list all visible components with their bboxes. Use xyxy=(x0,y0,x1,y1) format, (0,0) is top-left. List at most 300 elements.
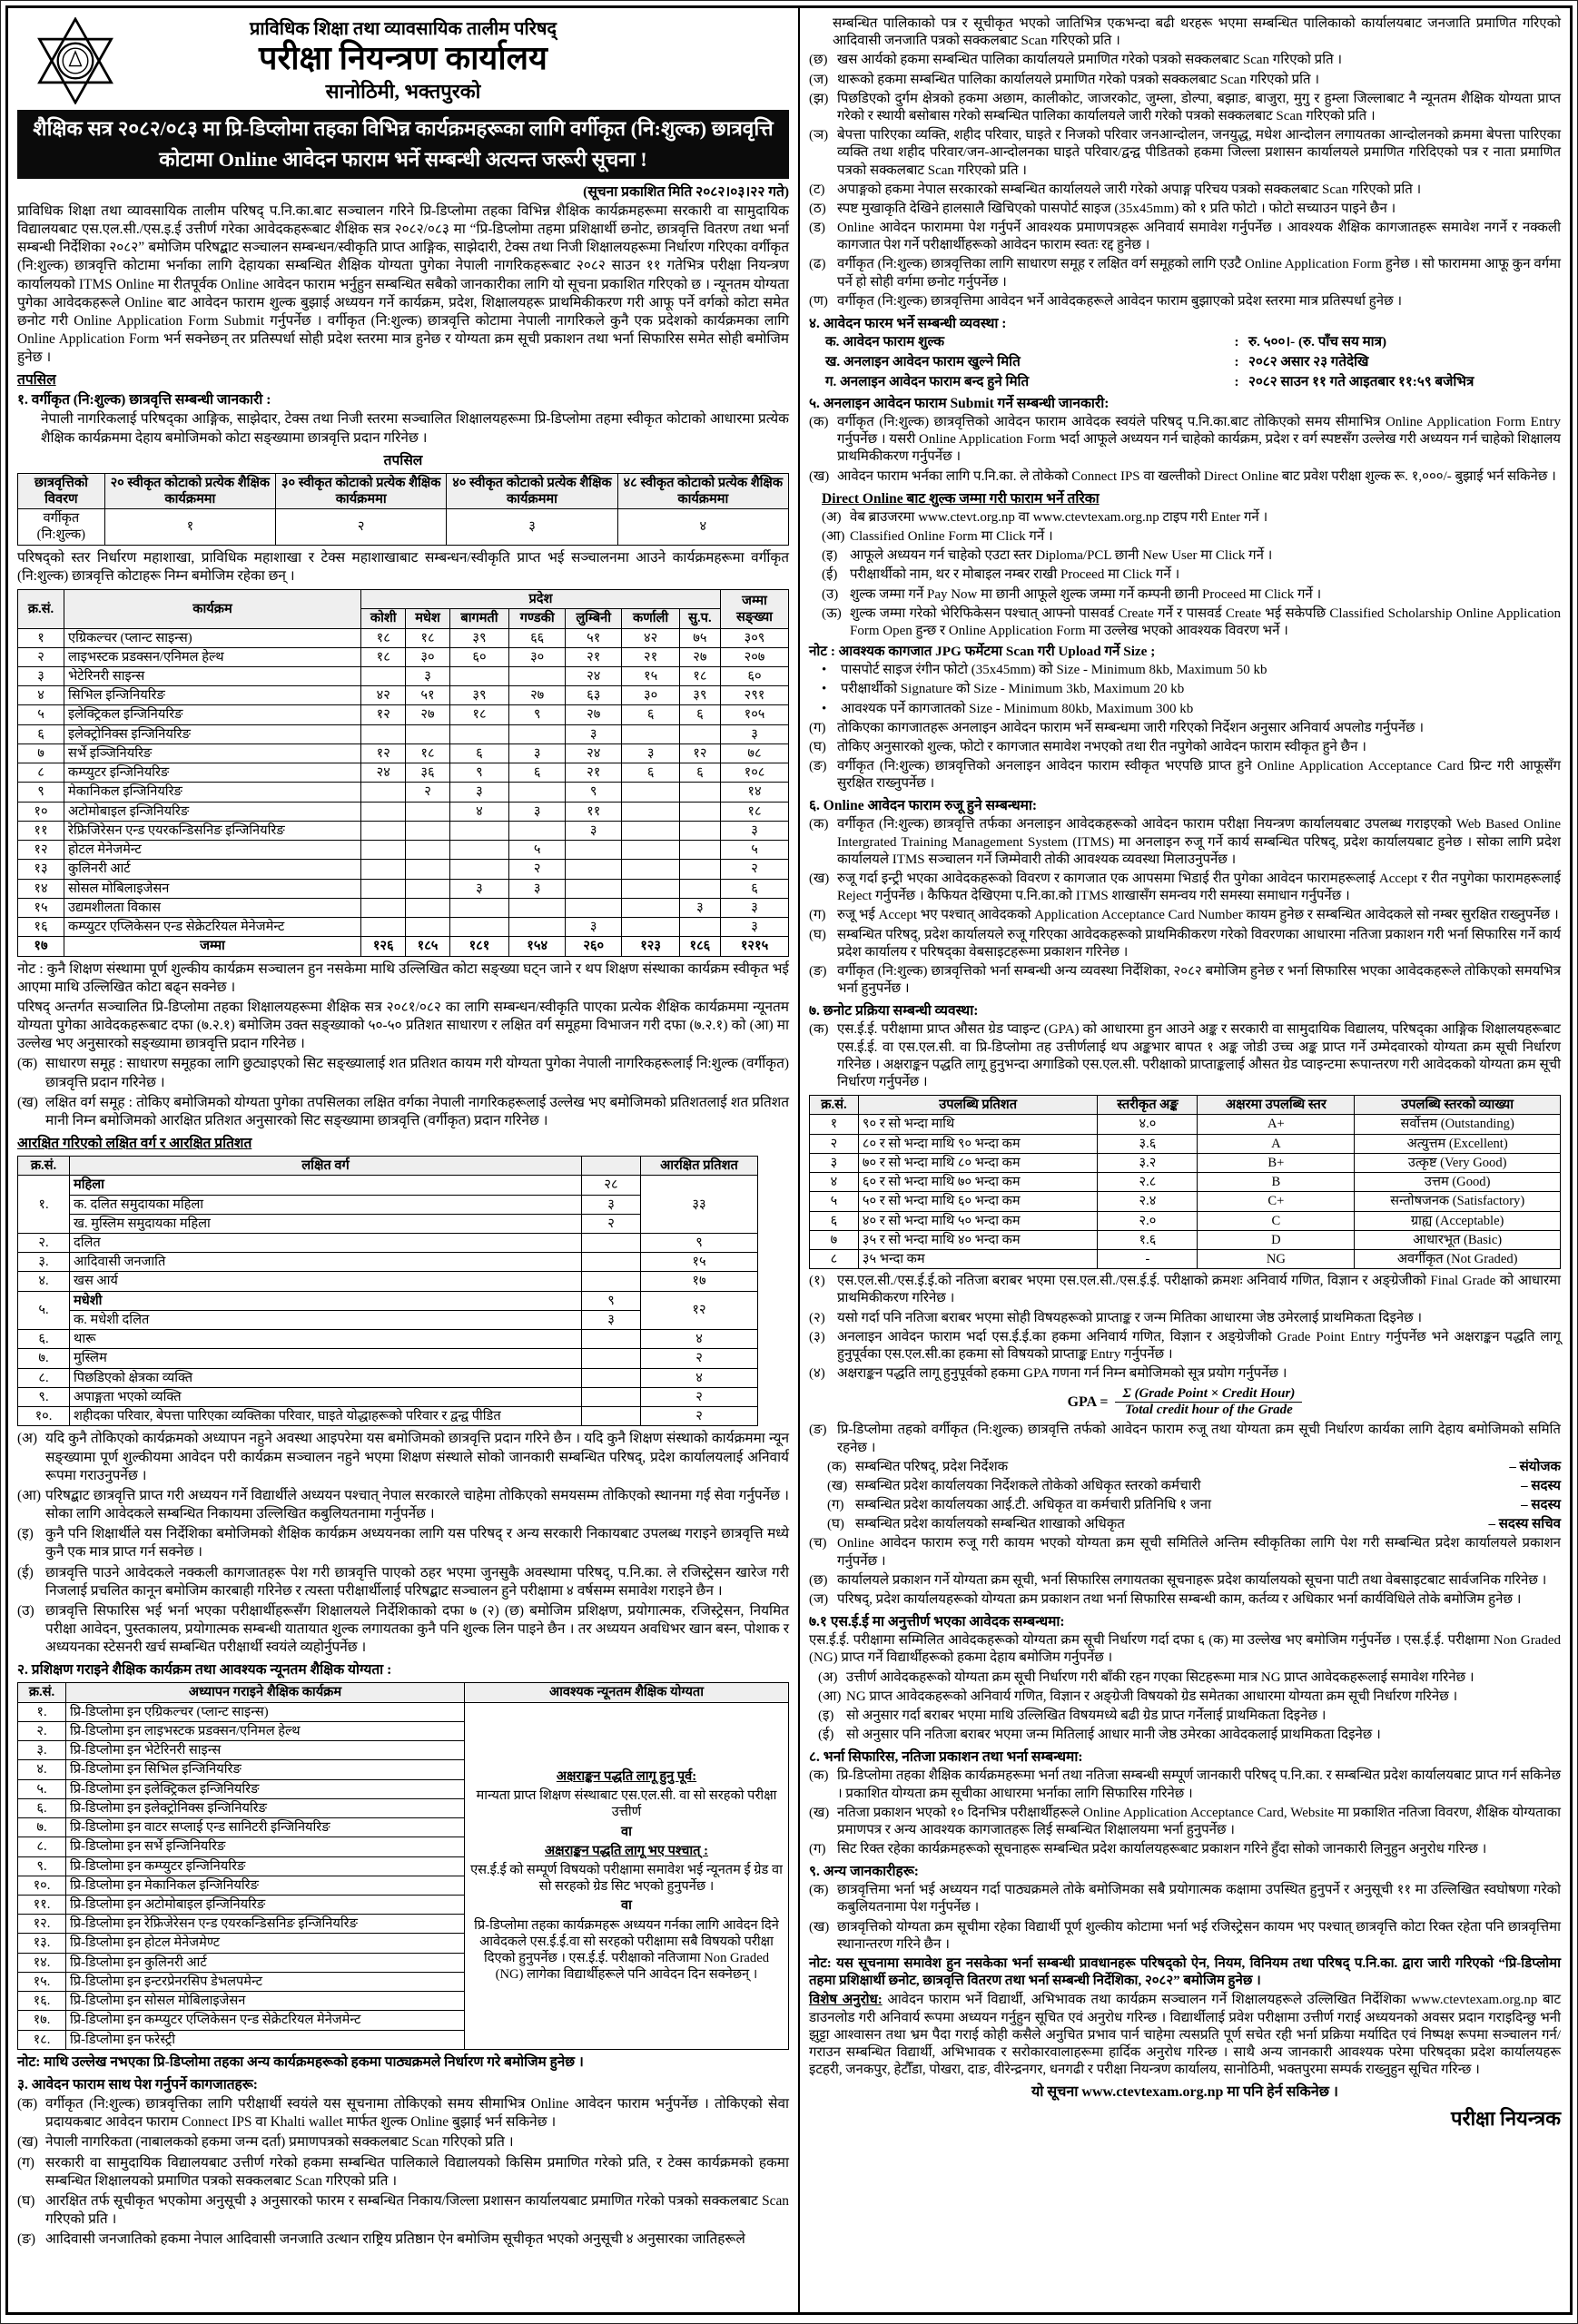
table-cell: १०८ xyxy=(721,763,789,783)
table-cell xyxy=(622,802,679,821)
table-cell: ३ xyxy=(406,667,449,686)
program-name-cell: प्रि-डिप्लोमा इन कम्प्युटर इन्जिनियरिङ xyxy=(66,1856,465,1876)
item-marker: (४) xyxy=(809,1366,825,1382)
qualification-text: प्रि-डिप्लोमा तहका कार्यक्रमहरू अध्ययन गर्नका लागि आवेदन दिने आवेदकले एस.ई.ई.वा सो सरहको परीक्षामा सबै विषयको परीक्षा दिएको हुनुपर्नेछ । एस.ई.ई. परीक्षाको नतिजामा Non Graded (NG) लागेका विद्यार्थीहरूले पनि आवेदन दिन सक्नेछन् । xyxy=(474,1917,779,1983)
table-cell: ५ xyxy=(721,841,789,860)
program-name-cell: प्रि-डिप्लोमा इन सिभिल इन्जिनियरिङ xyxy=(66,1760,465,1779)
table-cell: २६० xyxy=(565,937,622,956)
qualification-text: वा xyxy=(621,1898,632,1914)
gpa-formula xyxy=(809,1386,1561,1418)
list-item xyxy=(822,586,1561,604)
list-item xyxy=(827,1478,1561,1495)
item-marker: (ण) xyxy=(809,293,828,309)
table-cell: २ xyxy=(721,860,789,879)
table-cell: ५१ xyxy=(565,628,622,647)
table-cell: ३ xyxy=(582,1310,641,1329)
table-cell: भेटेरिनरी साइन्स xyxy=(64,667,361,686)
table-cell: २४ xyxy=(565,743,622,763)
item-marker: (क) xyxy=(809,1768,829,1784)
program-name-cell: प्रि-डिप्लोमा इन वाटर सप्लाई एन्ड सानिटरी इन्जिनियरिङ xyxy=(66,1818,465,1837)
list-item xyxy=(17,2095,789,2132)
program-name-cell: प्रि-डिप्लोमा इन इन्टरप्रेनरसिप डेभलपमेन्ट xyxy=(66,1972,465,1991)
table-cell: २ xyxy=(641,1407,758,1426)
item-marker: (ट) xyxy=(809,182,825,197)
table-cell: १०५ xyxy=(721,705,789,724)
table-cell xyxy=(622,821,679,840)
table-cell: ३ xyxy=(509,879,566,898)
column-header: ४८ स्वीकृत कोटाको प्रत्येक शैक्षिक कार्यक्रममा xyxy=(617,473,788,508)
fee-row xyxy=(825,332,1561,352)
table-cell xyxy=(565,879,622,898)
colon: : xyxy=(1234,354,1239,370)
item-marker: (२) xyxy=(809,1310,825,1325)
table-cell: ३९ xyxy=(449,628,509,647)
list-item xyxy=(17,1525,789,1561)
item-text: प्रि-डिप्लोमा तहको वर्गीकृत (नि:शुल्क) छात्रवृत्ति तर्फको आवेदन फाराम रुजू तथा योग्यता क्रम सूची निर्धारण कार्यका लागि देहाय बमोजिमको समिति रहनेछ । xyxy=(837,1423,1561,1455)
list-item xyxy=(809,1329,1561,1364)
item-marker: (आ) xyxy=(17,1487,41,1503)
list-item xyxy=(818,1727,1561,1744)
item-text: परिषद्बाट छात्रवृत्ति प्राप्त गरी अध्ययन गर्ने विद्यार्थीले अध्ययन पश्चात् नेपाल सरकारले चाहेमा तोकिएको समयसम्म तोकिएको स्थानमा गई सेवा गर्नुपर्नेछ । सोका लागि आवेदकले सम्बन्धित निकायमा उल्लिखित कबुलियतनामा गर्नुपर्नेछ । xyxy=(45,1487,789,1522)
item-text: सम्बन्धित परिषद्, प्रदेश निर्देशक xyxy=(855,1459,1009,1474)
table-cell: ३ xyxy=(565,724,622,743)
table-cell: ६३ xyxy=(565,686,622,705)
item-text: परीक्षार्थीको नाम, थर र मोबाइल नम्बर राखी Proceed मा Click गर्ने । xyxy=(850,567,1180,583)
list-item xyxy=(822,701,1561,718)
table-cell: ७५ xyxy=(679,628,720,647)
committee-intro xyxy=(809,1422,1561,1456)
program-name-cell: प्रि-डिप्लोमा इन सर्भे इन्जिनियरिङ xyxy=(66,1837,465,1856)
list-item xyxy=(809,1591,1561,1609)
table-cell: ३ xyxy=(565,821,622,840)
table-cell: १४ xyxy=(18,879,64,898)
table-cell: ३ xyxy=(721,898,789,917)
table-cell: ३ xyxy=(679,898,720,917)
table-cell xyxy=(622,918,679,937)
list-item xyxy=(809,293,1561,310)
prog-header-name: अध्यापन गराइने शैक्षिक कार्यक्रम xyxy=(66,1683,465,1702)
section3-title: ३. आवेदन फाराम साथ पेश गर्नुपर्ने कागजातहरू: xyxy=(17,2077,258,2093)
list-item xyxy=(809,1273,1561,1307)
intro-paragraph: प्राविधिक शिक्षा तथा व्यावसायिक तालीम परिषद् प.नि.का.बाट सञ्चालन गरिने प्रि-डिप्लोमा तहका विभिन्न शैक्षिक कार्यक्रमहरूमा सरकारी वा सामुदायिक विद्यालयबाट एस.एल.सी./एस.इ.ई उत्तीर्ण गरेका आवेदकहरूबाट शैक्षिक सत्र २०८२/०८३ मा “प्रि-डिप्लोमा तहमा प्रशिक्षार्थी छनोट, छात्रवृत्ति वितरण तथा भर्ना सम्बन्धी निर्देशिका २०८२” बमोजिम परिषद्बाट सञ्चालन सम्बन्धन/स्वीकृति प्राप्त आङ्गिक, साझेदारी, टेक्स तथा निजी शिक्षालयहरूमा निर्धारण गरिएका वर्गीकृत (नि:शुल्क) छात्रवृत्ति कोटामा भर्नाका लागि देहायका सम्बन्धित शैक्षिक योग्यता पुगेका नेपाली नागरिकहरूबाट २०८२ साउन ११ गतेभित्र परीक्षा नियन्त्रण कार्यालयको ITMS Online मा रीतपूर्वक Online आवेदन फाराम भर्नुहुन सम्बन्धित सबैको जानकारीका लागि यो सूचना प्रकाशित गरिएको छ । न्यूनतम योग्यता पुगेका आवेदकहरूले Online बाट आवेदन फाराम शुल्क बुझाई अध्ययन गर्ने कार्यक्रम, प्रदेश, शिक्षालयहरू प्राथमिकीकरण गरी आफू पर्ने वर्गको कोटा समेत छनोट गरी Online Application Form Submit गर्नुपर्नेछ । वर्गीकृत (नि:शुल्क) छात्रवृत्ति कोटामा नेपाली नागरिकले कुनै एक प्रदेशको कार्यक्रमका लागि Online Application Form भर्न सक्नेछन् तर प्रतिस्पर्धा सोही प्रदेश स्तरमा मात्र हुनेछ र योग्यता क्रम सूची प्रकाशन तथा भर्ना सिफारिस समेत सोही बमोजिम हुनेछ । xyxy=(17,202,789,366)
table-cell: ९ xyxy=(582,1291,641,1310)
item-text: अक्षराङ्कन पद्धति लागू हुनुपूर्वको हकमा GPA गणना गर्न निम्न बमोजिमको सूत्र प्रयोग गर्नुपर्नेछ । xyxy=(837,1366,1287,1382)
fee-value: २०८२ असार २३ गतेदेखि xyxy=(1248,354,1369,370)
section2-title: २. प्रशिक्षण गराइने शैक्षिक कार्यक्रम तथा आवश्यक न्यूनतम शैक्षिक योग्यता : xyxy=(17,1662,392,1679)
table-cell: D xyxy=(1198,1230,1355,1249)
table-cell: अटोमोबाइल इन्जिनियरिङ xyxy=(64,802,361,821)
table-cell: ६० xyxy=(721,667,789,686)
item-text: शुल्क जम्मा गर्ने Pay Now मा छानी आफूले शुल्क जम्मा गर्ने कम्पनी छानी Proceed मा Click गर्ने । xyxy=(850,586,1322,602)
item-text: यदि कुनै तोकिएको कार्यक्रमको अध्यापन नहुने अवस्था आइपरेमा यस बमोजिमको छात्रवृत्ति प्रदान गरिने छैन । यदि कुनै शिक्षण संस्थाको कार्यक्रममा न्यून सङ्ख्यामा पूर्ण शुल्कीयमा आवेदन परी कार्यक्रम सञ्चालन नहुने भएमा शिक्षण संस्थाले सोको जानकारी सम्बन्धित परिषद्, प्रदेश कार्यालयलाई अनिवार्य रूपमा गराउनुपर्नेछ । xyxy=(45,1431,789,1483)
table-cell: ४ xyxy=(810,1173,859,1192)
table-cell: आदिवासी जनजाति xyxy=(70,1253,582,1272)
table-cell xyxy=(582,1387,641,1406)
table-cell: १७. xyxy=(18,2011,66,2030)
table-cell: सर्भे इञ्जिनियरिङ xyxy=(64,743,361,763)
tapasil-label: तपसिल xyxy=(17,372,56,389)
item-marker: (ख) xyxy=(809,872,830,887)
item-text: वर्गीकृत (नि:शुल्क) छात्रवृत्ति तर्फका अनलाइन आवेदकहरूको आवेदन फाराम परीक्षा नियन्त्रण कार्यालयबाट उपलब्ध गराइएको Web Based Online Intergrated Training Management System (ITMS) मा अनलाइन रुजू गर्ने कार्य सम्बन्धित परिषद्, प्रदेश कार्यालयबाट हुनेछ । सोका लागि प्रदेश कार्यालयले ITMS सञ्चालन गर्ने जिम्मेवारी तोकी आवश्यक व्यवस्था मिलाउनुपर्नेछ । xyxy=(837,817,1561,867)
table-cell: ३. xyxy=(18,1253,70,1272)
item-text: सम्बन्धित प्रदेश कार्यालयका निर्देशकले तोकेको अधिकृत स्तरको कर्मचारी xyxy=(855,1478,1201,1493)
item-marker: (क) xyxy=(827,1459,847,1474)
notice-title-banner xyxy=(17,110,789,179)
table-cell: १. xyxy=(18,1702,66,1721)
item-text: वेब ब्राउजरमा www.ctevt.org.np वा www.ctevtexam.org.np टाइप गरी Enter गर्ने । xyxy=(850,509,1268,525)
table-cell: ३० xyxy=(406,647,449,666)
item-marker: (ङ) xyxy=(809,1423,827,1438)
table-cell: १२३ xyxy=(622,937,679,956)
table-cell: २ xyxy=(406,783,449,802)
table-cell: सोसल मोबिलाइजेसन xyxy=(64,879,361,898)
table-cell xyxy=(449,821,509,840)
item-marker: (ख) xyxy=(17,2134,38,2151)
table-cell: ९ xyxy=(565,783,622,802)
item-text: आदिवासी जनजातिको हकमा नेपाल आदिवासी जनजाति उत्थान राष्ट्रिय प्रतिष्ठान ऐन बमोजिम सूचीकृत भएको अनुसूची ४ अनुसारका जातिहरूले xyxy=(45,2231,745,2248)
item-text: परिषद्, प्रदेश कार्यालयहरूको योग्यता क्रम प्रकाशन तथा भर्ना सिफारिस सम्बन्धी काम, कर्तव्य र अधिकार भर्ना कार्यविधिले तोके बमोजिम हुनेछ । xyxy=(837,1592,1522,1608)
item-text: छात्रवृत्तिमा भर्ना भई अध्ययन गर्दा पाठ्यक्रमले तोके बमोजिमका सबै प्रयोगात्मक कक्षामा उपस्थित हुनुपर्ने र अनुसूची ११ मा उल्लिखित स्वघोषणा गरेको कबुलियतनामा पेश गर्नुपर्नेछ । xyxy=(837,1883,1561,1915)
table-cell: ख. मुस्लिम समुदायका महिला xyxy=(70,1214,582,1233)
item-marker: (क) xyxy=(17,2096,38,2112)
program-name-cell: प्रि-डिप्लोमा इन इलेक्ट्रोनिक्स इन्जिनियरिङ xyxy=(66,1798,465,1817)
item-text: उत्तीर्ण आवेदकहरूको योग्यता क्रम सूची निर्धारण गरी बाँकी रहन गएका सिटहरूमा मात्र NG प्राप्त आवेदकहरूलाई समावेश गरिनेछ । xyxy=(846,1669,1474,1685)
tapasil-label-2: तपसिल xyxy=(383,452,423,468)
fee-value: २०८२ साउन ११ गते आइतबार ११:५९ बजेभित्र xyxy=(1248,374,1474,390)
item-marker: (ञ) xyxy=(809,128,829,143)
table-cell: २ xyxy=(582,1214,641,1233)
list-item xyxy=(17,1094,789,1130)
item-marker: (ग) xyxy=(809,1842,826,1857)
list-item xyxy=(17,1055,789,1091)
document-frame xyxy=(5,5,1573,2315)
list-item xyxy=(809,1768,1561,1802)
table-cell: ३३ xyxy=(641,1176,758,1234)
table-cell: ३.६ xyxy=(1098,1134,1198,1153)
table-cell xyxy=(509,724,566,743)
table-cell xyxy=(449,841,509,860)
table-cell: १५ xyxy=(622,667,679,686)
table-cell: ७० र सो भन्दा माथि ८० भन्दा कम xyxy=(858,1153,1097,1172)
left-column xyxy=(8,8,800,2312)
table-cell: ९. xyxy=(18,1387,70,1406)
program-name-cell: प्रि-डिप्लोमा इन फरेस्ट्री xyxy=(66,2030,465,2049)
section1-title: १. वर्गीकृत (नि:शुल्क) छात्रवृत्ति सम्बन्धी जानकारी : xyxy=(17,392,271,409)
table-cell: १३. xyxy=(18,1934,66,1953)
list-item xyxy=(17,2133,789,2152)
ng-applicant-list xyxy=(809,1669,1561,1745)
column-header: कर्णाली xyxy=(622,609,679,628)
item-text: साधारण समूह : साधारण समूहका लागि छुट्याइएको सिट सङ्ख्यालाई शत प्रतिशत कायम गरी योग्यता पुगेका नेपाली नागरिकहरूलाई नि:शुल्क (वर्गीकृत) छात्रवृत्ति प्रदान गरिनेछ । xyxy=(45,1056,789,1090)
table-cell: कम्प्युटर एप्लिकेसन एन्ड सेक्रेटरियल मेनेजमेन्ट xyxy=(64,918,361,937)
column-header: लुम्बिनी xyxy=(565,609,622,628)
table-cell: १ xyxy=(810,1115,859,1134)
item-text: सो अनुसार पनि नतिजा बराबर भएमा जन्म मितिलाई आधार मानी जेष्ठ उमेरका आवेदकलाई प्राथमिकता दिइनेछ । xyxy=(846,1728,1381,1743)
table-cell: ४ xyxy=(617,509,788,545)
table-cell: ३. xyxy=(18,1741,66,1760)
item-text: आफूले अध्ययन गर्न चाहेको एउटा स्तर Diploma/PCL छानी New User मा Click गर्ने । xyxy=(850,548,1273,564)
item-marker: (छ) xyxy=(809,53,828,68)
table-cell: ५. xyxy=(18,1291,70,1329)
item-text: छात्रवृत्ति पाउने आवेदकले नक्कली कागजातहरू पेश गरी छात्रवृत्ति पाएको ठहर भएमा जुनसुकै अवस्थामा परिषद्, प.नि.का. ले रजिस्ट्रेसन खारेज गरी निजलाई प्रचलित कानून बमोजिम कारबाही गरिनेछ र त्यस्ता परीक्षार्थीलाई परिषद्बाट सञ्चालन हुने परीक्षामा ४ वर्षसम्म समावेश गराइने छैन । xyxy=(45,1564,789,1599)
item-marker: (१) xyxy=(809,1274,825,1289)
group-division-paragraph: परिषद् अन्तर्गत सञ्चालित प्रि-डिप्लोमा तहका शिक्षालयहरूमा शैक्षिक सत्र २०८१/०८२ का लागि सम्बन्धन/स्वीकृति पाएका प्रत्येक शैक्षिक कार्यक्रममा न्यूनतम योग्यता पुगेका आवेदकहरूबाट दफा (७.२.१) बमोजिम उक्त सङ्ख्याको ५०-५० प्रतिशत साधारण र लक्षित वर्ग समूहमा विभाजन गरी दफा (७.२.१) को (आ) मा उल्लेख भए अनुसारको सङ्ख्यामा छात्रवृत्ति प्रदान गरिनेछ । xyxy=(17,999,789,1052)
table-cell xyxy=(406,879,449,898)
table-cell: ४ xyxy=(641,1330,758,1349)
item-text: अनलाइन आवेदन फाराम भर्दा एस.ई.ई.का हकमा अनिवार्य गणित, विज्ञान र अङ्ग्रेजीको Grade Point Entry गर्नुपर्नेछ भने अक्षराङ्कन पद्धति लागू हुनुपूर्वका एस.एल.सी.का हकमा सो विषयको प्राप्ताङ्क Entry गर्नुपर्नेछ । xyxy=(837,1329,1561,1362)
list-item xyxy=(809,468,1561,486)
table-cell: १५ xyxy=(18,898,64,917)
colon: : xyxy=(1234,334,1239,350)
list-item xyxy=(822,528,1561,546)
table-cell xyxy=(622,783,679,802)
table-cell: A+ xyxy=(1198,1115,1355,1134)
table-cell: ४२ xyxy=(361,686,406,705)
table-cell xyxy=(361,724,406,743)
table-cell: ३ xyxy=(721,821,789,840)
table-cell: १. xyxy=(18,1176,70,1234)
table-cell: खस आर्य xyxy=(70,1272,582,1291)
item-text: NG प्राप्त आवेदकहरूको अनिवार्य गणित, विज्ञान र अङ्ग्रेजी विषयको ग्रेड समेतका आधारमा योग्यता क्रम सूची निर्धारण गरिनेछ । xyxy=(846,1689,1458,1704)
ctevt-emblem-icon xyxy=(34,17,117,104)
table-cell xyxy=(449,724,509,743)
table-cell: ६६ xyxy=(509,628,566,647)
table-cell: २७ xyxy=(509,686,566,705)
item-marker: (ढ) xyxy=(809,257,826,272)
continuation-paragraph: सम्बन्धित पालिकाको पत्र र सूचीकृत भएको जातिभित्र एकभन्दा बढी थरहरू भएमा सम्बन्धित पालिकाको कार्यालयबाट जनजाति प्रमाणित गरिएको आदिवासी जनजाति पत्रको सक्कलबाट Scan गरिएको प्रति । xyxy=(833,16,1561,49)
right-column xyxy=(800,8,1570,2312)
table-cell: ३ xyxy=(449,783,509,802)
program-name-cell: प्रि-डिप्लोमा इन होटल मेनेजमेण्ट xyxy=(66,1934,465,1953)
table-cell: १८ xyxy=(406,628,449,647)
table-cell: ३५ भन्दा कम xyxy=(858,1249,1097,1268)
table-cell: २७ xyxy=(406,705,449,724)
table-cell: ६ xyxy=(679,763,720,783)
table-cell: १०. xyxy=(18,1876,66,1895)
list-item xyxy=(17,1430,789,1485)
list-item xyxy=(822,509,1561,527)
item-text: Online आवेदन फाराममा पेश गर्नुपर्ने आवश्यक प्रमाणपत्रहरू अनिवार्य समावेश गर्नुपर्नेछ । आवश्यक शैक्षिक कागजातहरू समावेश नगर्ने र नक्कली कागजात पेश गर्ने परीक्षार्थीहरूको आवेदन फाराम स्वतः रद्द हुनेछ । xyxy=(837,221,1561,253)
table-cell xyxy=(679,802,720,821)
item-text: सम्बन्धित प्रदेश कार्यालयको सम्बन्धित शाखाको अधिकृत xyxy=(855,1517,1125,1532)
list-item xyxy=(809,1882,1561,1916)
table-cell: C xyxy=(1198,1211,1355,1230)
table-cell: होटल मेनेजमेन्ट xyxy=(64,841,361,860)
item-marker: (घ) xyxy=(17,2192,35,2209)
qualification-text: अक्षराङ्कन पद्धति लागू भए पश्चात् : xyxy=(545,1843,708,1858)
item-marker: (ग) xyxy=(17,2154,35,2171)
list-item xyxy=(17,2230,789,2249)
table-cell xyxy=(565,860,622,879)
column-header: ३० स्वीकृत कोटाको प्रत्येक शैक्षिक कार्यक्रममा xyxy=(276,473,447,508)
org-name: प्राविधिक शिक्षा तथा व्यावसायिक तालीम परिषद् xyxy=(249,19,557,39)
reserved-header-pct: आरक्षित प्रतिशत xyxy=(641,1157,758,1176)
fee-label: ख. अनलाइन आवेदन फाराम खुल्ने मिति xyxy=(825,354,1021,370)
table-cell: पिछडिएको क्षेत्रका व्यक्ति xyxy=(70,1368,582,1387)
table-cell: ३ xyxy=(721,918,789,937)
table-cell: मधेशी xyxy=(70,1291,582,1310)
table-cell: कुलिनरी आर्ट xyxy=(64,860,361,879)
banner-line-2: कोटामा Online आवेदन फाराम भर्ने सम्बन्धी अत्यन्त जरूरी सूचना ! xyxy=(159,148,647,172)
item-text: छात्रवृत्तिको योग्यता क्रम सूचीमा रहेका विद्यार्थी पूर्ण शुल्कीय कोटामा भर्ना भई रजिस्ट्रेसन कायम भए पश्चात् छात्रवृत्ति कोटा रिक्त रहेता पनि छात्रवृत्तिमा स्थानान्तरण गरिने छैन । xyxy=(837,1919,1561,1952)
table-cell: ७ xyxy=(18,743,64,763)
table-cell: १२१५ xyxy=(721,937,789,956)
table-cell: १८ xyxy=(679,667,720,686)
table-cell: ९ xyxy=(449,763,509,783)
table-cell: ६. xyxy=(18,1330,70,1349)
table-cell: ६ xyxy=(622,763,679,783)
item-text: पिछडिएको दुर्गम क्षेत्रको हकमा अछाम, कालीकोट, जाजरकोट, जुम्ला, डोल्पा, बझाङ, बाजुरा, मुगु र हुम्ला जिल्लाबाट नै न्यूनतम शैक्षिक योग्यता प्राप्त गरेको र स्थायी बसोबास गरेको सम्बन्धित पालिका कार्यालयले जारी गरेको पत्रको सक्कलबाट Scan गरिएको प्रति । xyxy=(837,91,1561,123)
table-cell: २. xyxy=(18,1234,70,1253)
table-cell xyxy=(406,860,449,879)
group-list xyxy=(17,1055,789,1130)
item-text: आवश्यक पर्ने कागजातको Size - Minimum 80kb, Maximum 300 kb xyxy=(841,701,1194,716)
program-name-cell: प्रि-डिप्लोमा इन कुलिनरी आर्ट xyxy=(66,1953,465,1972)
table-cell: ३० xyxy=(509,647,566,666)
table-cell: ६ xyxy=(18,724,64,743)
item-marker: (झ) xyxy=(809,91,829,106)
table-cell: ६ xyxy=(509,763,566,783)
list-item xyxy=(809,739,1561,756)
table-cell: १८६ xyxy=(679,937,720,956)
item-marker: (अ) xyxy=(818,1669,838,1685)
item-marker: (क) xyxy=(809,415,829,430)
list-item xyxy=(809,1310,1561,1327)
list-item xyxy=(809,1805,1561,1839)
table-cell: ३ xyxy=(509,743,566,763)
item-marker: (आ) xyxy=(818,1689,842,1704)
table-cell: ४० र सो भन्दा माथि ५० भन्दा कम xyxy=(858,1211,1097,1230)
list-item xyxy=(818,1689,1561,1706)
table-cell xyxy=(509,783,566,802)
program-table-note: नोट: माथि उल्लेख नभएका प्रि-डिप्लोमा तहका अन्य कार्यक्रमहरूको हकमा पाठ्यक्रमले निर्धारण गरे बमोजिम हुनेछ । xyxy=(17,2053,584,2070)
table-cell: ५ xyxy=(18,705,64,724)
item-text: सरकारी वा सामुदायिक विद्यालयबाट उत्तीर्ण गरेको हकमा सम्बन्धित पालिकाले विद्यालयको किसिम प्रमाणित गरेको प्रति, र टेक्स कार्यक्रमको हकमा सम्बन्धित शिक्षालयको प्रमाणित पत्रको सक्कलबाट Scan गरिएको प्रति । xyxy=(45,2154,789,2189)
item-marker: (क) xyxy=(17,1056,38,1072)
table-cell xyxy=(361,783,406,802)
table-cell xyxy=(361,821,406,840)
table-cell: २ xyxy=(641,1387,758,1406)
table-cell xyxy=(582,1368,641,1387)
table-cell: B+ xyxy=(1198,1153,1355,1172)
list-item xyxy=(822,662,1561,679)
item-text: लक्षित वर्ग समूह : तोकिए बमोजिमको योग्यता पुगेका तपसिलका लक्षित वर्गका नेपाली नागरिकहरूलाई उल्लेख भए बमोजिमको प्रतिशतलाई शत प्रतिशत मानी निम्न बमोजिमको आरक्षित प्रतिशत अनुसारको सिट सङ्ख्यामा छात्रवृत्ति (वर्गीकृत) प्रदान गरिनेछ । xyxy=(45,1094,789,1128)
table-cell: ६० xyxy=(449,647,509,666)
item-marker: (ङ) xyxy=(809,759,827,774)
item-text: Classified Online Form मा Click गर्ने । xyxy=(850,529,1053,545)
column-header: गण्डकी xyxy=(509,609,566,628)
table-cell: NG xyxy=(1198,1249,1355,1268)
item-marker: (ख) xyxy=(809,468,830,484)
list-item xyxy=(809,963,1561,998)
direct-online-title: Direct Online बाट शुल्क जम्मा गरी फाराम भर्ने तरिका xyxy=(822,490,1100,507)
table-cell: २.० xyxy=(1098,1211,1198,1230)
section1-body: नेपाली नागरिकलाई परिषद्का आङ्गिक, साझेदार, टेक्स तथा निजी स्तरमा सञ्चालित शिक्षालयहरूमा प्रि-डिप्लोमा तहमा स्वीकृत कोटाको आधारमा प्रत्येक शैक्षिक कार्यक्रममा देहाय बमोजिमको कोटा सङ्ख्यामा छात्रवृत्ति प्रदान गरिनेछ । xyxy=(41,411,789,446)
pre-main-table-paragraph: परिषद्को स्तर निर्धारण महाशाखा, प्राविधिक महाशाखा र टेक्स महाशाखाबाट सम्बन्धन/स्वीकृति प्राप्त भई सञ्चालनमा आउने कार्यक्रमहरूमा वर्गीकृत (नि:शुल्क) छात्रवृत्ति कोटाहरू निम्न बमोजिम रहेका छन् । xyxy=(17,549,789,584)
list-item xyxy=(809,1365,1561,1383)
list-item xyxy=(809,182,1561,199)
table-cell: ३०९ xyxy=(721,628,789,647)
table-cell: ३ xyxy=(565,918,622,937)
table-cell: ३ xyxy=(18,667,64,686)
item-marker: (ख) xyxy=(809,1919,830,1935)
table-cell: ७८ xyxy=(721,743,789,763)
table-cell: ८० र सो भन्दा माथि ९० भन्दा कम xyxy=(858,1134,1097,1153)
table-cell: C+ xyxy=(1198,1192,1355,1211)
list-item xyxy=(809,816,1561,869)
item-text: कुनै पनि शिक्षार्थीले यस निर्देशिका बमोजिमको शैक्षिक कार्यक्रम अध्ययनका लागि यस परिषद् र अन्य सरकारी निकायबाट उपलब्ध गराइने छात्रवृत्ति मध्ये कुनै एक मात्र प्राप्त गर्न सक्नेछ । xyxy=(45,1526,789,1561)
col-header-total: जम्मा सङ्ख्या xyxy=(721,590,789,628)
item-text: वर्गीकृत (नि:शुल्क) छात्रवृत्तिका लागि साधारण समूह र लक्षित वर्ग समूहको लागि एउटै Online Application Form हुनेछ । सो फाराममा आफू कुन वर्गमा पर्ने हो सोही वर्गमा छनोट गर्नुपर्नेछ । xyxy=(837,257,1561,290)
table-cell: क. दलित समुदायका महिला xyxy=(70,1195,582,1214)
item-marker: (३) xyxy=(809,1329,825,1344)
table-cell: ५१ xyxy=(406,686,449,705)
table-cell xyxy=(361,879,406,898)
table-cell xyxy=(679,918,720,937)
list-item xyxy=(17,1487,789,1523)
table-cell: ४. xyxy=(18,1272,70,1291)
item-marker: (ई) xyxy=(818,1728,834,1743)
table-cell: इलेक्ट्रिकल इन्जिनियरिङ xyxy=(64,705,361,724)
list-item xyxy=(827,1459,1561,1476)
column-header: ४० स्वीकृत कोटाको प्रत्येक शैक्षिक कार्यक्रममा xyxy=(447,473,617,508)
table-cell xyxy=(449,918,509,937)
table-cell: २०७ xyxy=(721,647,789,666)
table-cell: ११. xyxy=(18,1895,66,1914)
table-cell: १७ xyxy=(18,937,64,956)
table-cell: ३ xyxy=(447,509,617,545)
table-cell xyxy=(679,879,720,898)
table-cell xyxy=(361,802,406,821)
table-cell: २४ xyxy=(361,763,406,783)
table-cell: १२६ xyxy=(361,937,406,956)
item-marker: (ज) xyxy=(809,72,829,87)
table-cell: १४. xyxy=(18,1953,66,1972)
table-cell xyxy=(582,1253,641,1272)
list-item xyxy=(17,1564,789,1600)
item-marker: (ख) xyxy=(809,1805,830,1820)
table-cell: १८ xyxy=(449,705,509,724)
table-cell: एग्रिकल्चर (प्लान्ट साइन्स) xyxy=(64,628,361,647)
item-text: स्पष्ट मुखाकृति देखिने हालसालै खिचिएको पासपोर्ट साइज (35x45mm) को १ प्रति फोटो । फोटो सच्याउन पाइने छैन । xyxy=(837,201,1396,216)
col-header-province-group: प्रदेश xyxy=(361,590,721,609)
item-marker: (ज) xyxy=(809,1592,829,1608)
table-cell: १२ xyxy=(361,705,406,724)
letterhead xyxy=(17,14,789,104)
column-header: अक्षरमा उपलब्धि स्तर xyxy=(1198,1096,1355,1115)
table-cell: आधारभूत (Basic) xyxy=(1355,1230,1561,1249)
final-note: नोट: यस सूचनामा समावेश हुन नसकेका भर्ना सम्बन्धी प्रावधानहरू परिषद्को ऐन, नियम, विनियम तथा परिषद् प.नि.का. द्वारा जारी गरिएको “प्रि-डिप्लोमा तहमा प्रशिक्षार्थी छनोट, छात्रवृत्ति वितरण तथा भर्ना सम्बन्धी निर्देशिका, २०८२” बमोजिम हुनेछ । xyxy=(809,1956,1561,1989)
table-cell: १८ xyxy=(361,628,406,647)
list-item xyxy=(17,1602,789,1658)
table-cell: २.४ xyxy=(1098,1192,1198,1211)
footer-link-line: यो सूचना www.ctevtexam.org.np मा पनि हेर्न सकिनेछ । xyxy=(1031,2084,1338,2101)
table-cell: १८ xyxy=(406,743,449,763)
item-marker: (ठ) xyxy=(809,201,826,216)
item-text: तोकिए अनुसारको शुल्क, फोटो र कागजात समावेश नभएको तथा रीत नपुगेको आवेदन फाराम स्वीकृत हुने छैन । xyxy=(837,739,1366,754)
item-marker: (ग) xyxy=(809,720,826,735)
fee-date-rows xyxy=(809,332,1561,392)
reserved-header-sub xyxy=(582,1157,641,1176)
table-cell: ६ xyxy=(449,743,509,763)
list-item xyxy=(809,1535,1561,1570)
column-header: २० स्वीकृत कोटाको प्रत्येक शैक्षिक कार्यक्रममा xyxy=(104,473,275,508)
table-cell: ४२ xyxy=(622,628,679,647)
table-cell: १२ xyxy=(18,841,64,860)
qualification-cell xyxy=(465,1702,789,2049)
admission-result-list xyxy=(809,1768,1561,1858)
item-marker: (ऊ) xyxy=(822,606,842,621)
